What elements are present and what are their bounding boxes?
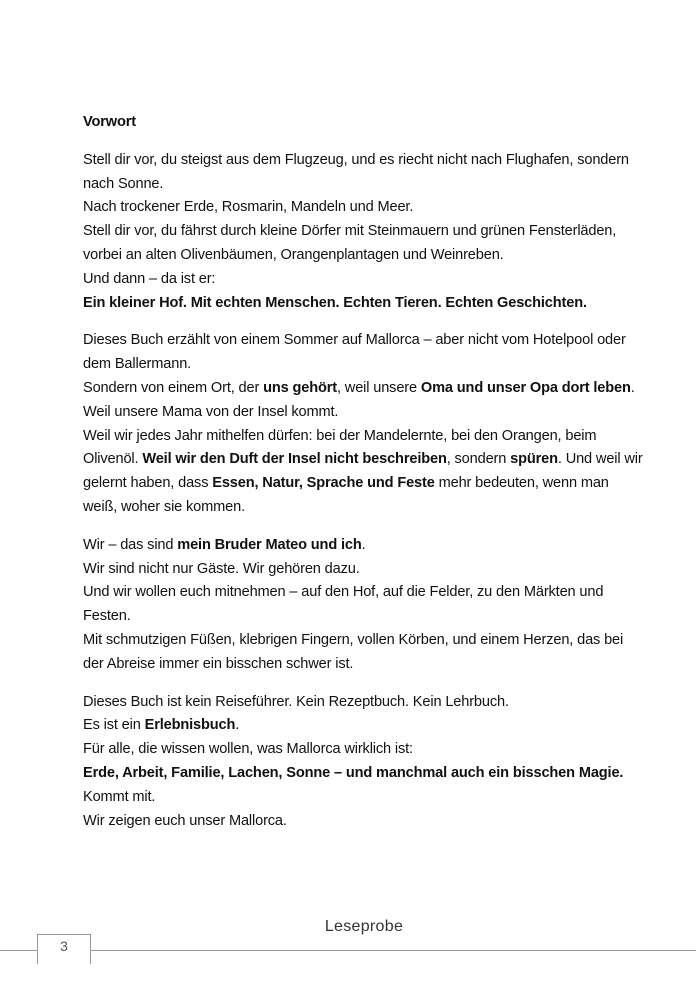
- paragraph-4: [83, 691, 643, 834]
- text-line-bold: [83, 292, 643, 316]
- text-line: Dieses Buch ist kein Reiseführer. Kein Rezeptbuch. Kein Lehrbuch.: [83, 693, 509, 710]
- footer-label: Leseprobe: [324, 918, 404, 935]
- text-line: Wir sind nicht nur Gäste. Wir gehören dazu.: [83, 560, 360, 577]
- paragraph-3: [83, 534, 643, 677]
- text-line: [83, 714, 643, 738]
- text-line: Mit schmutzigen Füßen, klebrigen Fingern, vollen Körben, und einem Herzen, das bei der Abreise immer ein bisschen schwer ist.: [83, 631, 624, 672]
- emphasis: Erlebnisbuch: [144, 717, 236, 734]
- emphasis: Ein kleiner Hof. Mit echten Menschen. Echten Tieren. Echten Geschichten.: [83, 294, 587, 311]
- text-line: [83, 762, 643, 810]
- text-span: Kommt mit.: [83, 788, 156, 805]
- text-line: Stell dir vor, du steigst aus dem Flugzeug, und es riecht nicht nach Flughafen, sondern nach Sonne.: [83, 151, 629, 192]
- page-number: 3: [60, 938, 68, 954]
- text-line: [83, 425, 643, 520]
- text-span: Es ist ein: [83, 717, 145, 734]
- text-span: .: [630, 379, 635, 396]
- section-heading: Vorwort: [83, 114, 136, 130]
- text-line: Weil unsere Mama von der Insel kommt.: [83, 403, 339, 420]
- emphasis: Oma und unser Opa dort leben: [420, 379, 631, 396]
- text-span: Wir – das sind: [83, 536, 178, 553]
- text-line: Stell dir vor, du fährst durch kleine Dörfer mit Steinmauern und grünen Fensterläden, vorbei an alten Olivenbäumen, Orangenplantagen und Weinreben.: [83, 223, 617, 263]
- footer-divider: [0, 950, 696, 951]
- text-span: mehr bedeuten, wenn man weiß, woher sie kommen.: [83, 475, 609, 515]
- text-span: Weil wir jedes Jahr mithelfen dürfen: bei der Mandelernte, bei den Orangen, beim Olivenöl.: [83, 427, 597, 468]
- text-line: Dieses Buch erzählt von einem Sommer auf Mallorca – aber nicht vom Hotelpool oder dem Ballermann.: [83, 332, 626, 373]
- text-line: [83, 377, 643, 401]
- text-line: Für alle, die wissen wollen, was Mallorca wirklich ist:: [83, 741, 413, 758]
- emphasis: Weil wir den Duft der Insel nicht beschreiben: [142, 451, 447, 468]
- text-span: Sondern von einem Ort, der: [83, 379, 264, 396]
- text-span: . Und weil wir gelernt haben, dass: [83, 451, 643, 492]
- page-body: [83, 111, 643, 833]
- text-line: Wir zeigen euch unser Mallorca.: [83, 812, 287, 829]
- emphasis: spüren: [510, 451, 558, 468]
- emphasis: Essen, Natur, Sprache und Feste: [212, 475, 435, 492]
- emphasis: uns gehört: [263, 379, 337, 396]
- text-span: .: [361, 536, 366, 553]
- emphasis: mein Bruder Mateo und ich: [177, 536, 362, 553]
- paragraph-2: [83, 329, 643, 519]
- text-span: .: [235, 717, 240, 734]
- text-span: , sondern: [446, 451, 511, 468]
- emphasis: Erde, Arbeit, Familie, Lachen, Sonne – und manchmal auch ein bisschen Magie.: [83, 764, 624, 781]
- text-line: Und dann – da ist er:: [83, 270, 216, 287]
- text-span: , weil unsere: [337, 379, 421, 396]
- paragraph-1: [83, 149, 643, 316]
- text-line: Nach trockener Erde, Rosmarin, Mandeln und Meer.: [83, 199, 414, 216]
- text-line: [83, 534, 643, 558]
- text-line: Und wir wollen euch mitnehmen – auf den Hof, auf die Felder, zu den Märkten und Festen.: [83, 584, 604, 625]
